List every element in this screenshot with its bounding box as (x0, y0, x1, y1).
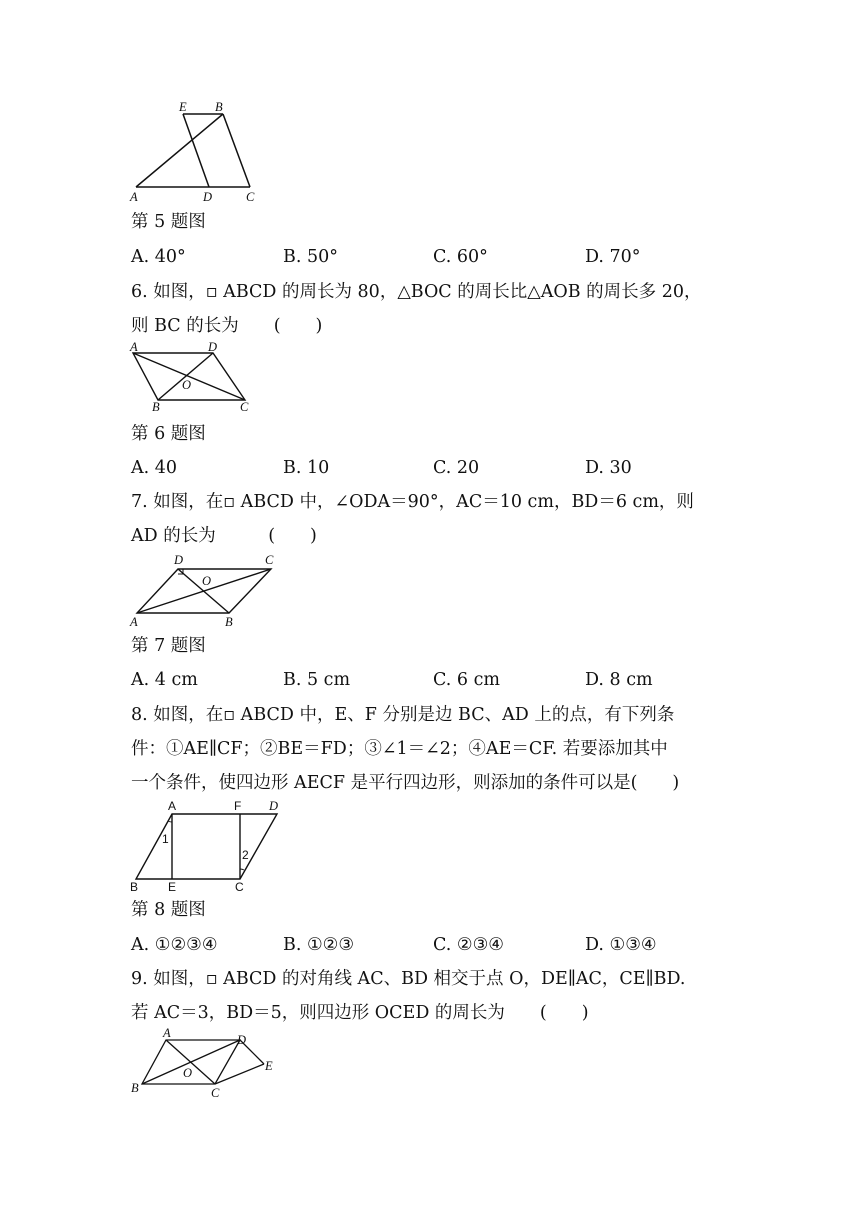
label-b: B (131, 1081, 139, 1095)
q8-stem-line-2: 件：①AE∥CF；②BE＝FD；③∠1＝∠2；④AE＝CF. 若要添加其中 (131, 739, 668, 759)
q5-option-a: A. 40° (131, 247, 186, 267)
label-d: D (269, 799, 279, 813)
label-c: C (240, 400, 249, 414)
q6-option-b: B. 10 (283, 458, 330, 478)
q7-stem-line-1: 7. 如图，在▫ ABCD 中，∠ODA＝90°，AC＝10 cm，BD＝6 cm，则 (131, 492, 694, 512)
label-o: O (202, 574, 212, 588)
segment-ab (136, 114, 223, 187)
q5-figure (125, 98, 265, 208)
q6-option-d: D. 30 (585, 458, 632, 478)
q8-stem-line-3: 一个条件，使四边形 AECF 是平行四边形，则添加的条件可以是( ) (131, 773, 680, 793)
q6-option-c: C. 20 (433, 458, 480, 478)
q8-option-b: B. ①②③ (283, 935, 355, 955)
label-d: D (208, 342, 218, 354)
label-e: E (179, 100, 187, 114)
q7-option-d: D. 8 cm (585, 670, 653, 690)
q9-stem-line-1: 9. 如图，▫ ABCD 的对角线 AC、BD 相交于点 O，DE∥AC，CE∥BD. (131, 969, 686, 989)
segment-ce (215, 1064, 264, 1084)
label-c: C (265, 553, 274, 567)
label-a: A (163, 1028, 171, 1040)
label-a: A (130, 342, 138, 354)
q6-stem-line-2: 则 BC 的长为 ( ) (131, 316, 323, 336)
label-a: A (168, 799, 177, 813)
q7-option-a: A. 4 cm (131, 670, 198, 690)
q8-option-c: C. ②③④ (433, 935, 504, 955)
label-b: B (215, 100, 223, 114)
q6-option-a: A. 40 (131, 458, 178, 478)
label-b: B (152, 400, 160, 414)
q7-option-b: B. 5 cm (283, 670, 351, 690)
segment-ed (183, 114, 209, 187)
label-c: C (235, 880, 244, 894)
segment-bc (223, 114, 250, 187)
label-e: E (265, 1059, 273, 1073)
q6-figure (125, 342, 260, 414)
q5-option-b: B. 50° (283, 247, 339, 267)
label-f: F (234, 799, 242, 813)
label-angle-1: 1 (162, 832, 169, 846)
label-o: O (183, 1066, 193, 1080)
q7-option-c: C. 6 cm (433, 670, 500, 690)
label-c: C (246, 190, 255, 204)
diagonal-bd (158, 353, 213, 400)
label-b: B (225, 615, 233, 629)
q7-stem-line-2: AD 的长为 ( ) (131, 526, 317, 546)
label-a: A (130, 190, 138, 204)
label-d: D (237, 1033, 247, 1047)
q9-stem-line-2: 若 AC＝3，BD＝5，则四边形 OCED 的周长为 ( ) (131, 1003, 589, 1023)
q6-stem-line-1: 6. 如图，▫ ABCD 的周长为 80，△BOC 的周长比△AOB 的周长多 20， (131, 282, 702, 302)
parallelogram-abcd (136, 814, 277, 879)
q6-caption: 第 6 题图 (131, 424, 206, 444)
q7-caption: 第 7 题图 (131, 636, 206, 656)
q5-caption: 第 5 题图 (131, 212, 206, 232)
label-b: B (130, 880, 139, 894)
q7-figure (125, 550, 285, 630)
q8-caption: 第 8 题图 (131, 900, 206, 920)
label-o: O (182, 378, 192, 392)
label-d: D (203, 190, 213, 204)
label-d: D (174, 553, 184, 567)
label-angle-2: 2 (242, 848, 249, 862)
q8-figure (125, 798, 290, 894)
label-a: A (130, 615, 138, 629)
label-c: C (211, 1086, 220, 1100)
label-e: E (168, 880, 177, 894)
q8-stem-line-1: 8. 如图，在▫ ABCD 中，E、F 分别是边 BC、AD 上的点，有下列条 (131, 705, 675, 725)
q9-figure (125, 1028, 285, 1100)
q5-option-d: D. 70° (585, 247, 641, 267)
q8-option-a: A. ①②③④ (131, 935, 218, 955)
q8-option-d: D. ①③④ (585, 935, 657, 955)
q5-option-c: C. 60° (433, 247, 488, 267)
